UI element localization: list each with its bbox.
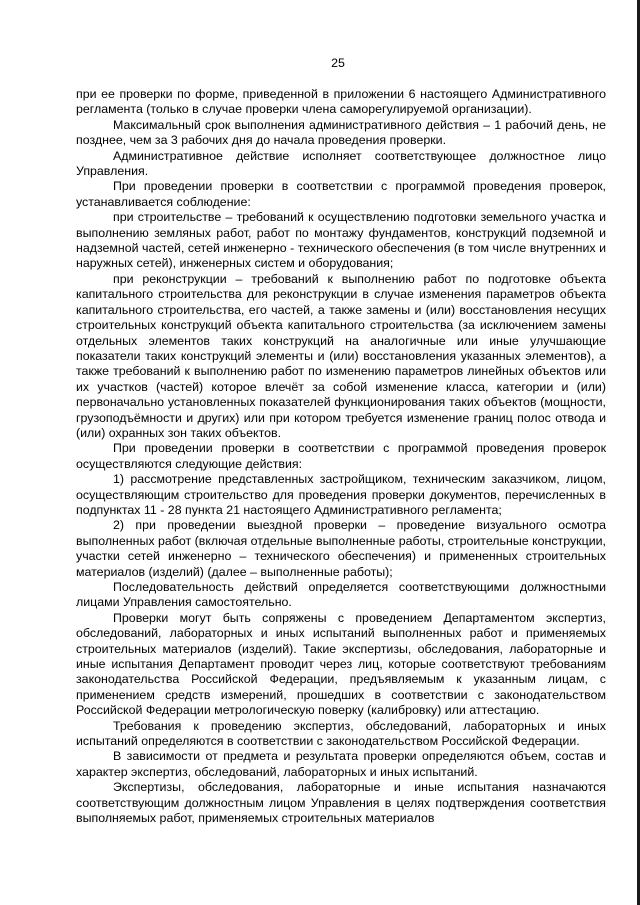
paragraph-requirements: Требования к проведению экспертиз, обследований, лабораторных и иных испытаний определяются в соответствии с законодательством Российской Федерации. xyxy=(76,718,606,749)
paragraph-reconstruction: при реконструкции – требований к выполнению работ по подготовке объекта капитального строительства для реконструкции в случае изменения параметров объекта капитального строительства, его частей, а также замены и (или) восстановления несущих строительных конструкций объекта капитального строительства (за исключением замены отдельных элементов таких конструкций на аналогичные или иные улучшающие показатели таких конструкций элементы и (или) восстановления указанных элементов), а также требований к выполнению работ по изменению параметров линейных объектов или их участков (частей) которое влечёт за собой изменение класса, категории и (или) первоначально установленных показателей функционирования таких объектов (мощности, грузоподъёмности и других) или при котором требуется изменение границ полос отвода и (или) охранных зон таких объектов. xyxy=(76,271,606,440)
list-item-review: 1) рассмотрение представленных застройщиком, техническим заказчиком, лицом, осуществляющим строительство для проведения проверки документов, перечисленных в подпунктах 11 - 28 пункта 21 настоящего Административного регламента; xyxy=(76,472,606,517)
page-number: 25 xyxy=(331,56,345,70)
paragraph-program-intro: При проведении проверки в соответствии с программой проведения проверок, устанавливается соблюдение: xyxy=(76,179,606,209)
paragraph-actions-intro: При проведении проверки в соответствии с программой проведения проверок осуществляются следующие действия: xyxy=(76,441,606,471)
paragraph-deadline: Максимальный срок выполнения административного действия – 1 рабочий день, не позднее, чем за 3 рабочих дня до начала проведения проверки. xyxy=(76,117,606,148)
list-item-inspection: 2) при проведении выездной проверки – проведение визуального осмотра выполненных работ (включая отдельные выполненные работы, строительные конструкции, участки сетей инженерно – технического обеспечения) и примененных строительных материалов (изделий) (далее – выполненные работы); xyxy=(76,518,606,579)
paragraph-sequence: Последовательность действий определяется соответствующими должностными лицами Управления самостоятельно. xyxy=(76,580,606,610)
document-body xyxy=(76,87,606,827)
paragraph-scope: В зависимости от предмета и результата проверки определяются объем, состав и характер экспертиз, обследований, лабораторных и иных испытаний. xyxy=(76,749,606,779)
paragraph-expertise: Проверки могут быть сопряжены с проведением Департаментом экспертиз, обследований, лабораторных и иных испытаний выполненных работ и применяемых строительных материалов (изделий). Такие экспертизы, обследования, лабораторные и иные испытания Департамент проводит через лиц, которые соответствуют требованиям законодательства Российской Федерации, предъявляемым к указанным лицам, с применением средств измерений, прошедших в соответствии с законодательством Российской Федерации метрологическую поверку (калибровку) или аттестацию. xyxy=(76,610,606,718)
paragraph-responsible: Административное действие исполняет соответствующее должностное лицо Управления. xyxy=(76,148,606,179)
paragraph-construction: при строительстве – требований к осуществлению подготовки земельного участка и выполнению земляных работ, работ по монтажу фундаментов, конструкций подземной и надземной частей, сетей инженерно - технического обеспечения (в том числе внутренних и наружных сетей), инженерных систем и оборудования; xyxy=(76,210,606,271)
paragraph-assignment: Экспертизы, обследования, лабораторные и иные испытания назначаются соответствующим должностным лицом Управления в целях подтверждения соответствия выполняемых работ, применяемых строительных материалов xyxy=(76,780,606,826)
paragraph-continuation: при ее проверки по форме, приведенной в приложении 6 настоящего Административного регламента (только в случае проверки члена саморегулируемой организации). xyxy=(76,87,606,117)
